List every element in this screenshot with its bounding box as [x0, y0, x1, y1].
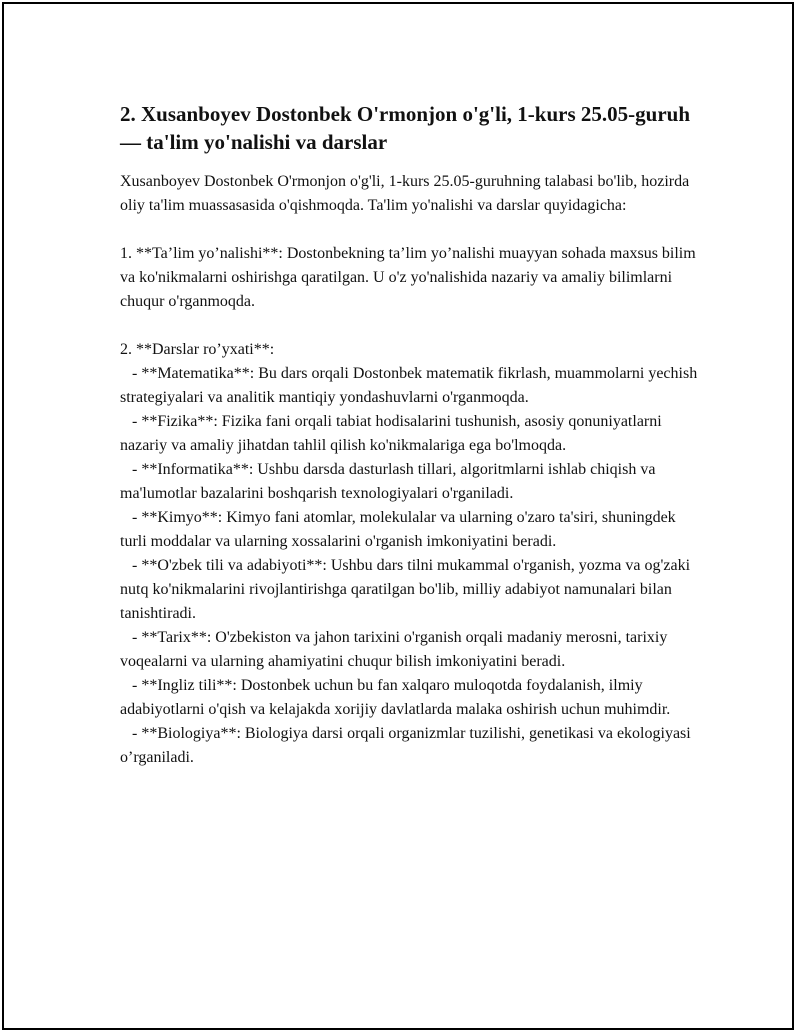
subject-list — [120, 362, 700, 770]
subject-item-matematika: - **Matematika**: Bu dars orqali Dostonbek matematik fikrlash, muammolarni yechish strategiyalari va analitik mantiqiy yondashuvlarni o'rganmoqda. — [120, 365, 702, 406]
intro-paragraph: Xusanboyev Dostonbek O'rmonjon o'g'li, 1-kurs 25.05-guruhning talabasi bo'lib, hozirda oliy ta'lim muassasasida o'qishmoqda. Ta'lim yo'nalishi va darslar quyidagicha: — [120, 173, 694, 214]
page-frame — [2, 2, 794, 1030]
spacer — [120, 314, 700, 338]
subject-item-ingliz-tili: - **Ingliz tili**: Dostonbek uchun bu fan xalqaro muloqotda foydalanish, ilmiy adabiyotlarni o'qish va kelajakda xorijiy davlatlarda malaka oshirish uchun muhimdir. — [120, 677, 671, 718]
subject-item-tarix: - **Tarix**: O'zbekiston va jahon tarixini o'rganish orqali madaniy merosni, tarixiy voqealarni va ularning ahamiyatini chuqur bilish imkoniyatini beradi. — [120, 629, 672, 670]
subject-item-fizika: - **Fizika**: Fizika fani orqali tabiat hodisalarini tushunish, asosiy qonuniyatlarni nazariy va amaliy jihatdan tahlil qilish ko'nikmalariga ega bo'lmoqda. — [120, 413, 666, 454]
subject-item-biologiya: - **Biologiya**: Biologiya darsi orqali organizmlar tuzilishi, genetikasi va ekologiyasi o’rganiladi. — [120, 725, 695, 766]
section-education-direction: 1. **Ta’lim yo’nalishi**: Dostonbekning ta’lim yo’nalishi muayyan sohada maxsus bilim va ko'nikmalarni oshirishga qaratilgan. U o'z yo'nalishida nazariy va amaliy bilimlarni chuqur o'rganmoqda. — [120, 245, 700, 310]
subject-item-informatika: - **Informatika**: Ushbu darsda dasturlash tillari, algoritmlarni ishlab chiqish va ma'lumotlar bazalarini boshqarish texnologiyalari o'rganiladi. — [120, 461, 660, 502]
subject-item-kimyo: - **Kimyo**: Kimyo fani atomlar, molekulalar va ularning o'zaro ta'siri, shuningdek turli moddalar va ularning xossalarini o'rganish imkoniyatini beradi. — [120, 509, 680, 550]
document-title: 2. Xusanboyev Dostonbek O'rmonjon o'g'li, 1-kurs 25.05-guruh — ta'lim yo'nalishi va darslar — [120, 102, 691, 154]
subject-item-ozbek-tili: - **O'zbek tili va adabiyoti**: Ushbu dars tilni mukammal o'rganish, yozma va og'zaki nutq ko'nikmalarini rivojlantirishga qaratilgan bo'lib, milliy adabiyot namunalari bilan tanishtiradi. — [120, 557, 695, 622]
spacer — [120, 218, 700, 242]
document-body — [120, 100, 700, 770]
section-subjects-heading: 2. **Darslar ro’yxati**: — [120, 341, 275, 358]
